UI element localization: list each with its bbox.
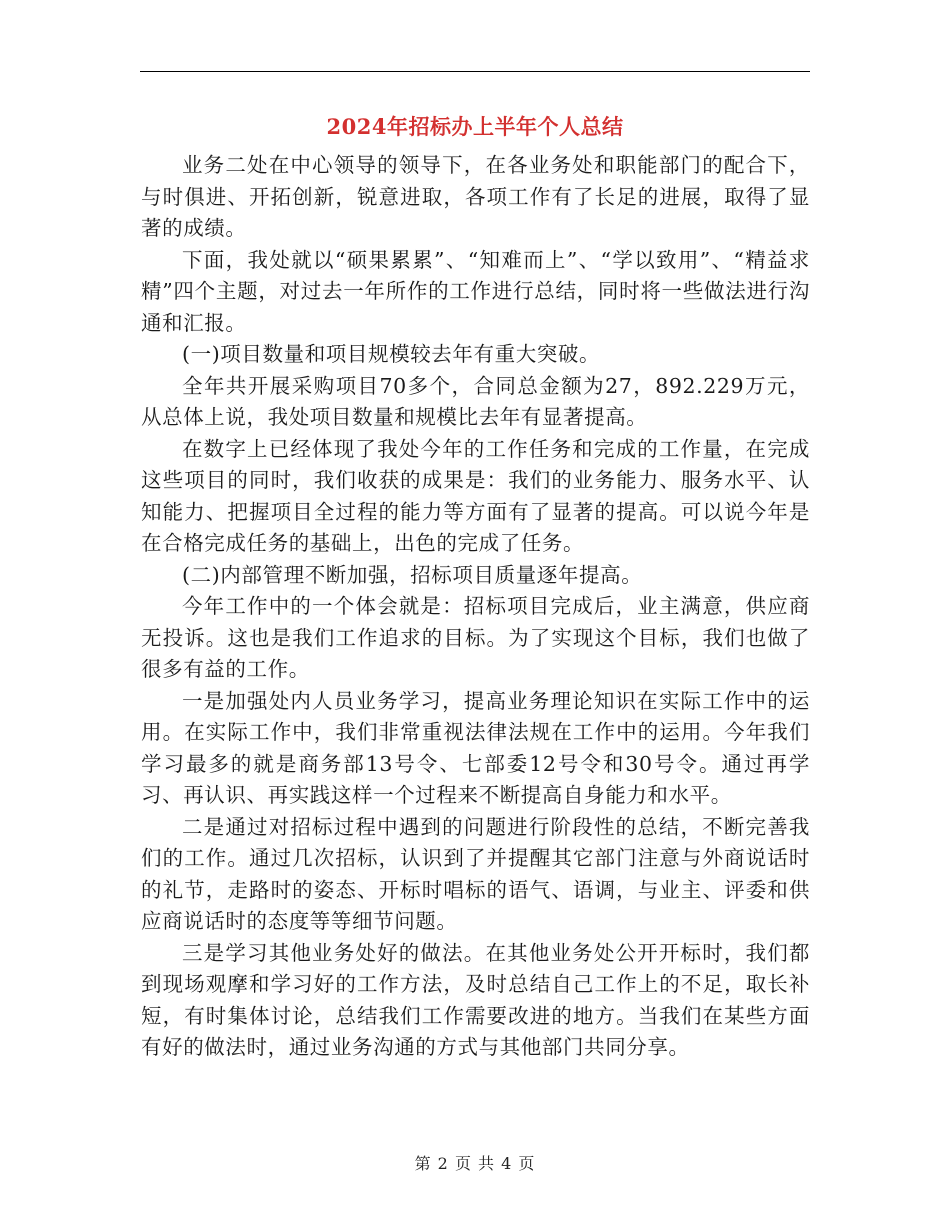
section-heading-2: (二)内部管理不断加强，招标项目质量逐年提高。 xyxy=(182,562,643,587)
document-body xyxy=(141,150,810,1064)
paragraph-intro: 业务二处在中心领导的领导下，在各业务处和职能部门的配合下，与时俱进、开拓创新，锐意进取，各项工作有了长足的进展，取得了显著的成绩。 xyxy=(141,153,810,240)
paragraph-experience: 今年工作中的一个体会就是：招标项目完成后，业主满意，供应商无投诉。这也是我们工作追求的目标。为了实现这个目标，我们也做了很多有益的工作。 xyxy=(141,594,810,681)
document-title: 2024年招标办上半年个人总结 xyxy=(326,114,624,139)
paragraph-point-3: 三是学习其他业务处好的做法。在其他业务处公开开标时，我们都到现场观摩和学习好的工作方法，及时总结自己工作上的不足，取长补短，有时集体讨论，总结我们工作需要改进的地方。当我们在某些方面有好的做法时，通过业务沟通的方式与其他部门共同分享。 xyxy=(141,940,810,1059)
paragraph-point-2: 二是通过对招标过程中遇到的问题进行阶段性的总结，不断完善我们的工作。通过几次招标，认识到了并提醒其它部门注意与外商说话时的礼节，走路时的姿态、开标时唱标的语气、语调，与业主、评委和供应商说话时的态度等等细节问题。 xyxy=(141,814,810,933)
paragraph-point-1: 一是加强处内人员业务学习，提高业务理论知识在实际工作中的运用。在实际工作中，我们非常重视法律法规在工作中的运用。今年我们学习最多的就是商务部13号令、七部委12号令和30号令。通过再学习、再认识、再实践这样一个过程来不断提高自身能力和水平。 xyxy=(141,688,810,807)
header-rule xyxy=(140,71,810,72)
paragraph-achievements: 在数字上已经体现了我处今年的工作任务和完成的工作量，在完成这些项目的同时，我们收获的成果是：我们的业务能力、服务水平、认知能力、把握项目全过程的能力等方面有了显著的提高。可以说今年是在合格完成任务的基础上，出色的完成了任务。 xyxy=(141,436,810,555)
section-heading-1: (一)项目数量和项目规模较去年有重大突破。 xyxy=(182,342,601,366)
paragraph-projects: 全年共开展采购项目70多个，合同总金额为27，892.229万元，从总体上说，我处项目数量和规模比去年有显著提高。 xyxy=(141,373,810,429)
page-number-footer: 第 2 页 共 4 页 xyxy=(414,1154,536,1173)
paragraph-themes: 下面，我处就以“硕果累累”、“知难而上”、“学以致用”、“精益求精”四个主题，对过去一年所作的工作进行总结，同时将一些做法进行沟通和汇报。 xyxy=(141,247,810,335)
